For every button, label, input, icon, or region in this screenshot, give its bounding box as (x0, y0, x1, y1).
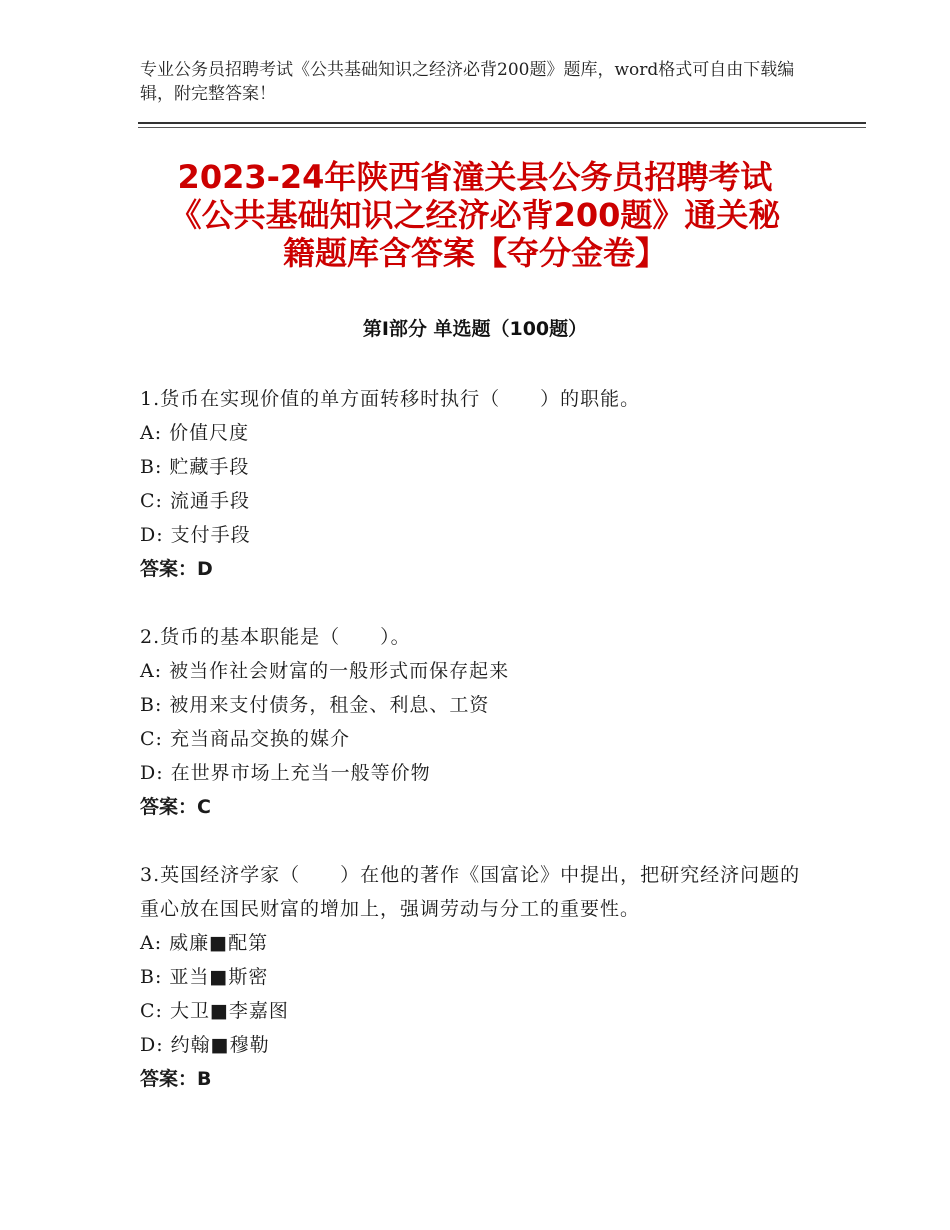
question-1 (140, 382, 810, 586)
option-c: C: 充当商品交换的媒介 (140, 728, 350, 750)
option-d: D: 约翰■穆勒 (140, 1034, 270, 1056)
section-title: 第Ⅰ部分 单选题（100题） (362, 318, 588, 340)
header-note: 专业公务员招聘考试《公共基础知识之经济必背200题》题库，word格式可自由下载编辑，附完整答案！ (140, 60, 795, 104)
header-divider-thin (138, 127, 866, 128)
title-line: 籍题库含答案【夺分金卷】 (282, 234, 667, 272)
question-list (140, 382, 810, 1130)
header-divider-thick (138, 122, 866, 124)
answer-line: 答案：B (140, 1068, 212, 1090)
option-d: D: 支付手段 (140, 524, 251, 546)
option-b: B: 贮藏手段 (140, 456, 250, 478)
option-c: C: 大卫■李嘉图 (140, 1000, 289, 1022)
answer-line: 答案：D (140, 558, 213, 580)
option-b: B: 亚当■斯密 (140, 966, 269, 988)
question-stem: 3.英国经济学家（ ）在他的著作《国富论》中提出，把研究经济问题的重心放在国民财富的增加上，强调劳动与分工的重要性。 (140, 864, 801, 920)
option-c: C: 流通手段 (140, 490, 250, 512)
option-b: B: 被用来支付债务，租金、利息、工资 (140, 694, 490, 716)
option-a: A: 威廉■配第 (140, 932, 269, 954)
question-2 (140, 620, 810, 824)
document-title (120, 158, 830, 272)
option-a: A: 价值尺度 (140, 422, 250, 444)
answer-line: 答案：C (140, 796, 211, 818)
question-stem: 1.货币在实现价值的单方面转移时执行（ ）的职能。 (140, 388, 641, 410)
title-line: 2023-24年陕西省潼关县公务员招聘考试 (177, 158, 773, 196)
question-stem: 2.货币的基本职能是（ ）。 (140, 626, 411, 648)
option-d: D: 在世界市场上充当一般等价物 (140, 762, 431, 784)
title-line: 《公共基础知识之经济必背200题》通关秘 (169, 196, 781, 234)
question-3 (140, 858, 810, 1096)
option-a: A: 被当作社会财富的一般形式而保存起来 (140, 660, 510, 682)
